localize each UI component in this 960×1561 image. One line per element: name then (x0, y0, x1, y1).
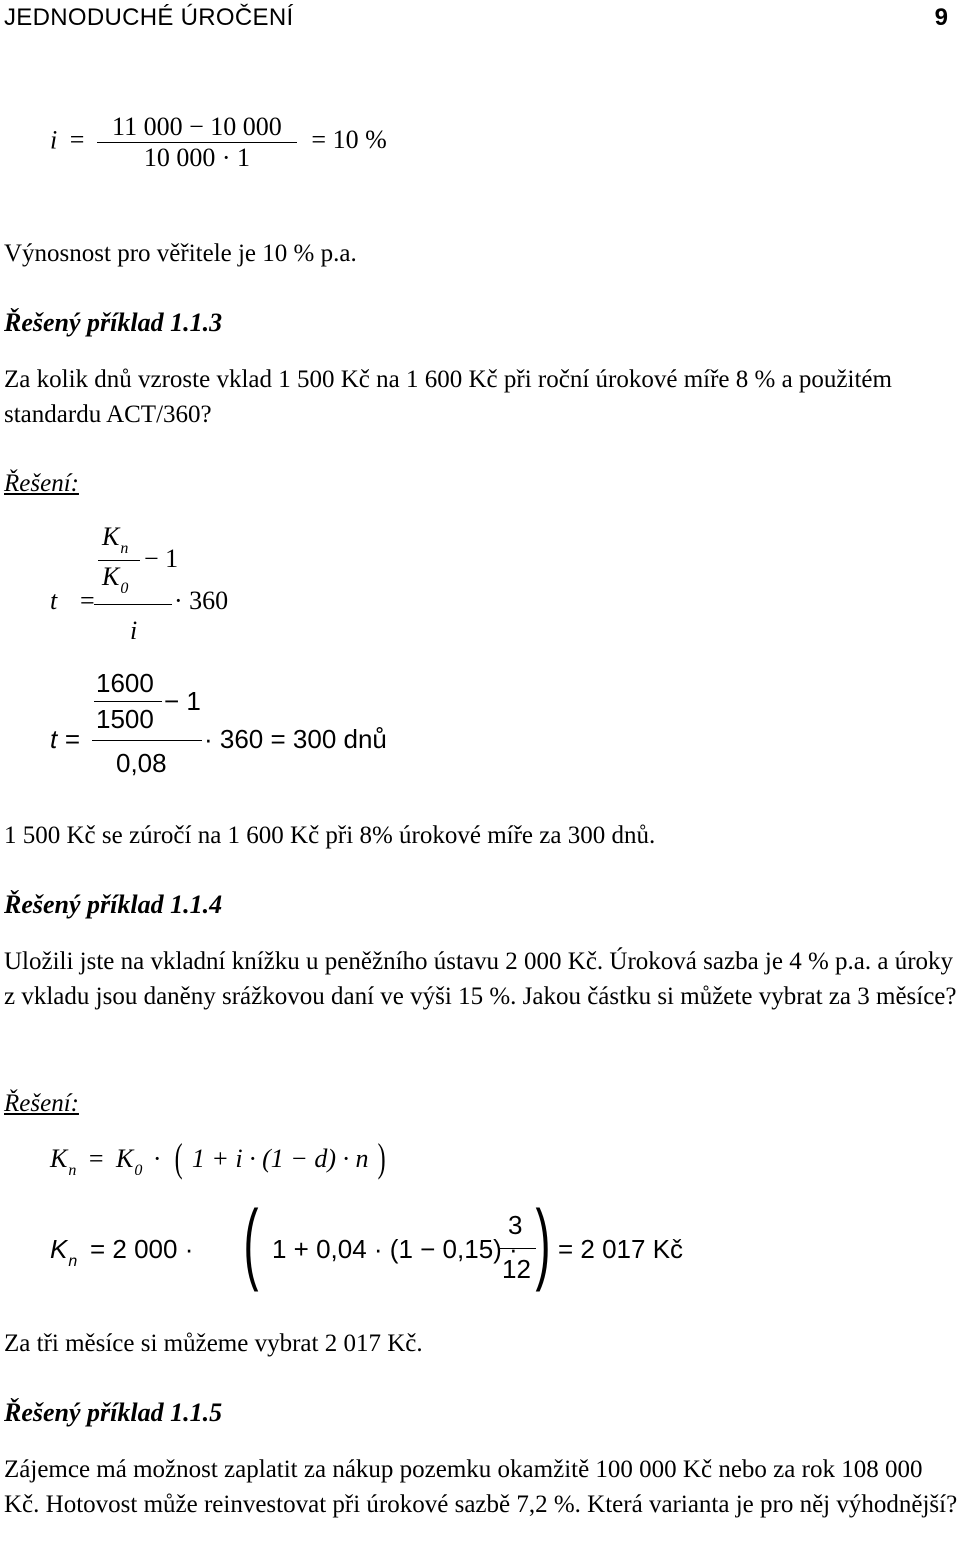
calculation-capital (50, 1193, 684, 1300)
example-result-1-1-3: 1 500 Kč se zúročí na 1 600 Kč při 8% úrokové míře za 300 dnů. (4, 822, 656, 849)
eq-fraction (97, 112, 297, 173)
calc-rhs: = 2 017 Kč (558, 1234, 684, 1264)
equation-yield (50, 112, 387, 173)
paren-open: ( (243, 1193, 259, 1293)
example-text-1-1-5: Zájemce má možnost zaplatit za nákup pozemku okamžitě 100 000 Kč nebo za rok 108 000 Kč. Hotovost může reinvestovat při úrokové sazbě 7,2 %. Která varianta je pro něj výhodnější? (4, 1456, 958, 1518)
formula-dot: · (152, 1144, 162, 1173)
paren-close: ) (377, 1135, 386, 1180)
formula-capital (50, 1135, 388, 1198)
calc-num-top: 1600 (96, 668, 154, 698)
formula-var-i: i (130, 616, 138, 645)
solution-label: Řešení: (4, 470, 79, 497)
outer-fraction-bar (94, 604, 172, 605)
calc-lhs-rest: = 2 000 · (90, 1234, 194, 1264)
calc-rhs: · 360 = 300 dnů (204, 724, 387, 754)
running-head: JEDNODUCHÉ ÚROČENÍ (4, 4, 294, 31)
formula-k0: $K_0$ (116, 1144, 143, 1179)
eq-equals: = (69, 125, 85, 155)
example-text-1-1-4: Uložili jste na vkladní knížku u peněžního ústavu 2 000 Kč. Úroková sazba je 4 % p.a. a úroky z vkladu jsou daněny srážkovou daní ve výši 15 %. Jakou částku si můžete vybrat za 3 měsíce? (4, 948, 957, 1010)
calculation-days (50, 668, 410, 780)
calc-frac-den: 12 (502, 1254, 531, 1284)
calc-minus-one: − 1 (164, 686, 201, 716)
paren-open: ( (174, 1135, 183, 1180)
eq-numerator: 11 000 − 10 000 (112, 112, 282, 141)
calc-kn: $K_n$ (50, 1234, 78, 1270)
eq-denominator: 10 000 · 1 (143, 143, 250, 172)
formula-body: 1 + i · (1 − d) · n (191, 1144, 369, 1173)
calc-lhs: t = (50, 724, 80, 754)
formula-kn: $K_n$ (50, 1144, 77, 1179)
calc-frac-bar (500, 1248, 536, 1249)
example-heading-1-1-4: Řešený příklad 1.1.4 (4, 890, 223, 919)
eq-result: = 10 % (311, 125, 387, 155)
formula-k0: $K_0$ (102, 562, 129, 597)
calc-inner-bar (94, 701, 162, 702)
formula-var-t: t (50, 586, 58, 615)
formula-minus-one: − 1 (144, 544, 179, 573)
eq-var-i: i (50, 125, 58, 155)
formula-equals: = (80, 586, 95, 615)
calc-inner: 1 + 0,04 · (1 − 0,15) · (272, 1234, 518, 1264)
paren-close: ) (535, 1193, 551, 1293)
formula-times-360: · 360 (174, 586, 229, 615)
yield-conclusion: Výnosnost pro věřitele je 10 % p.a. (4, 240, 357, 267)
formula-kn: $K_n$ (102, 522, 129, 557)
calc-num-bottom: 1500 (96, 704, 154, 734)
inner-fraction-bar (98, 560, 140, 561)
calc-outer-bar (92, 740, 202, 741)
example-text-1-1-3: Za kolik dnů vzroste vklad 1 500 Kč na 1 600 Kč při roční úrokové míře 8 % a použitém standardu ACT/360? (4, 366, 892, 428)
solution-label: Řešení: (4, 1090, 79, 1117)
formula-equals: = (88, 1144, 104, 1173)
example-result-1-1-4: Za tři měsíce si můžeme vybrat 2 017 Kč. (4, 1330, 423, 1357)
example-heading-1-1-5: Řešený příklad 1.1.5 (4, 1398, 223, 1427)
calc-frac-num: 3 (508, 1210, 523, 1240)
calc-den: 0,08 (116, 748, 167, 778)
page-number: 9 (934, 4, 948, 31)
example-heading-1-1-3: Řešený příklad 1.1.3 (4, 308, 223, 337)
